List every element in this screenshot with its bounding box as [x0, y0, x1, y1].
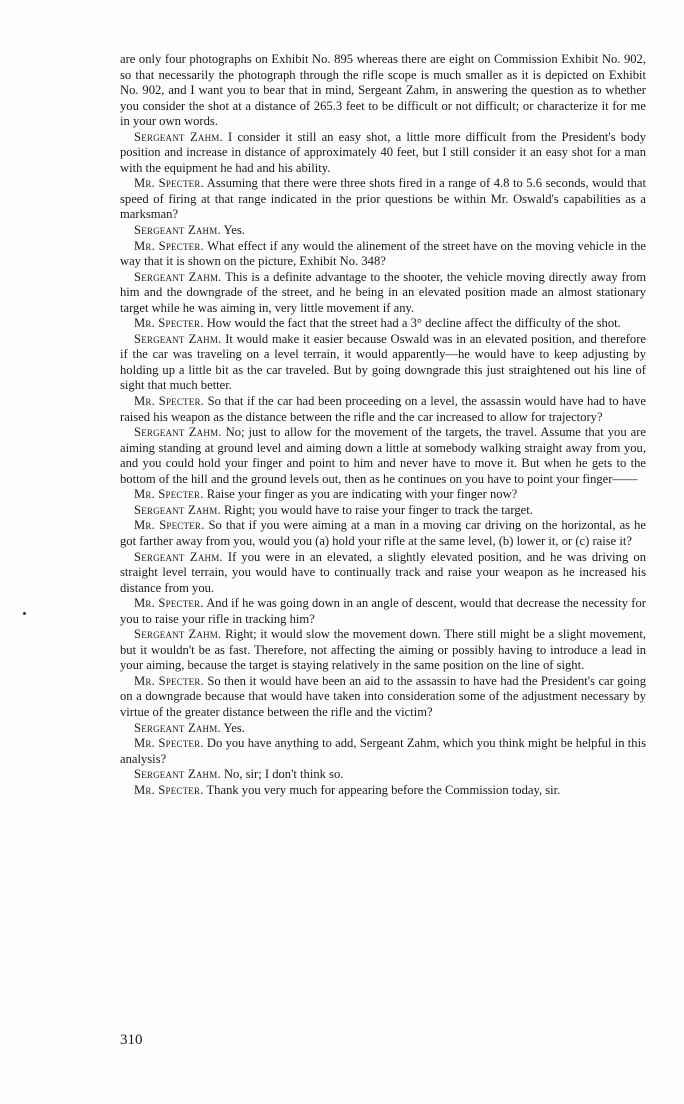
- paragraph-text: This is a definite advantage to the shooter, the vehicle moving directly away from him and the downgrade of the street, and he being in an elevated position made an almost stationary target while he was aiming in, very little movement if any.: [120, 269, 646, 315]
- speaker-name: Mr. Specter.: [134, 316, 204, 331]
- paragraph: [120, 239, 646, 270]
- speaker-name: Mr. Specter.: [134, 518, 205, 533]
- speaker-name: Sergeant Zahm.: [134, 502, 221, 517]
- paragraph: [120, 783, 646, 799]
- paragraph: [120, 223, 646, 239]
- speaker-name: Mr. Specter.: [134, 782, 204, 797]
- paragraph-text: No; just to allow for the movement of the targets, the travel. Assume that you are aiming standing at ground level and aiming down a little at somebody walking straight away from you, and you could hold your finger and point to him and never have to move it. But when he gets to the bottom of the hill and the ground levels out, then as he continues on you have to point your finger——: [120, 425, 646, 486]
- paragraph-text: Right; you would have to raise your finger to track the target.: [220, 502, 533, 517]
- paragraph: [120, 518, 646, 549]
- paragraph: [120, 270, 646, 317]
- margin-mark: [23, 612, 26, 615]
- paragraph-text: If you were in an elevated, a slightly elevated position, and he was driving on straight level terrain, you would have to continually track and raise your weapon as he increased his distance from you.: [120, 549, 646, 595]
- paragraph-text: What effect if any would the alinement of the street have on the moving vehicle in the way that it is shown on the picture, Exhibit No. 348?: [120, 238, 646, 269]
- paragraph: [120, 332, 646, 394]
- paragraph-text: How would the fact that the street had a 3° decline affect the difficulty of the shot.: [203, 316, 621, 331]
- speaker-name: Sergeant Zahm.: [134, 627, 222, 642]
- paragraph: [120, 52, 646, 130]
- paragraph-text: It would make it easier because Oswald was in an elevated position, and therefore if the car was traveling on a level terrain, it would apparently—he would have to keep adjusting by holding up a little bit as the car traveled. But by going downgrade this just straightened out his line of sight that much better.: [120, 331, 646, 393]
- paragraph: [120, 130, 646, 177]
- speaker-name: Sergeant Zahm.: [134, 331, 222, 346]
- paragraph: [120, 767, 646, 783]
- speaker-name: Sergeant Zahm.: [134, 129, 223, 144]
- paragraph-text: Right; it would slow the movement down. There still might be a slight movement, but it wouldn't be as fast. Therefore, not affecting the aiming or possibly having to introduce a lead in your aiming, because the target is staying relatively in the same position on the line of sight.: [120, 627, 646, 673]
- paragraph-text: Thank you very much for appearing before the Commission today, sir.: [203, 782, 561, 797]
- paragraph-text: So that if the car had been proceeding on a level, the assassin would have had to have raised his weapon as the distance between the rifle and the car increased to allow for trajectory?: [120, 394, 646, 424]
- testimony-text: [120, 52, 646, 798]
- speaker-name: Sergeant Zahm.: [134, 767, 221, 782]
- paragraph: [120, 316, 646, 332]
- speaker-name: Sergeant Zahm.: [134, 223, 221, 238]
- speaker-name: Sergeant Zahm.: [134, 425, 222, 440]
- speaker-name: Sergeant Zahm.: [134, 549, 223, 564]
- speaker-name: Mr. Specter.: [134, 596, 204, 611]
- paragraph: [120, 487, 646, 503]
- paragraph-text: are only four photographs on Exhibit No. 895 whereas there are eight on Commission Exhibit No. 902, so that necessarily the photograph through the rifle scope is much smaller as it is depicted on Exhibit No. 902, and I want you to bear that in mind, Sergeant Zahm, in answering the question as to whether you consider the shot at a distance of 265.3 feet to be difficult or not difficult; or characterize it for me in your own words.: [120, 52, 646, 129]
- speaker-name: Mr. Specter.: [134, 673, 204, 688]
- speaker-name: Mr. Specter.: [134, 238, 204, 253]
- paragraph-text: Do you have anything to add, Sergeant Zahm, which you think might be helpful in this analysis?: [120, 736, 646, 766]
- paragraph: [120, 425, 646, 487]
- speaker-name: Mr. Specter.: [134, 736, 204, 751]
- paragraph-text: Assuming that there were three shots fired in a range of 4.8 to 5.6 seconds, would that speed of firing at that range indicated in the prior questions be within Mr. Oswald's capabilities as a marksman?: [120, 176, 646, 222]
- paragraph-text: Yes.: [220, 720, 245, 735]
- page-number: 310: [120, 1032, 143, 1048]
- paragraph-text: I consider it still an easy shot, a little more difficult from the President's body position and increase in distance of approximately 40 feet, but I still consider it an easy shot for a man with the equipment he had and his ability.: [120, 129, 646, 175]
- paragraph-text: No, sir; I don't think so.: [220, 767, 344, 782]
- speaker-name: Sergeant Zahm.: [134, 720, 221, 735]
- speaker-name: Mr. Specter.: [134, 487, 204, 502]
- paragraph: [120, 176, 646, 223]
- paragraph-text: Raise your finger as you are indicating with your finger now?: [203, 487, 518, 502]
- speaker-name: Mr. Specter.: [134, 394, 204, 409]
- paragraph-text: So then it would have been an aid to the assassin to have had the President's car going on a downgrade because that would have taken into consideration some of the adjustment necessary by virtue of the greater distance between the rifle and the victim?: [120, 673, 646, 719]
- paragraph: [120, 674, 646, 721]
- paragraph: [120, 721, 646, 737]
- paragraph-text: Yes.: [220, 223, 245, 238]
- paragraph: [120, 503, 646, 519]
- paragraph: [120, 394, 646, 425]
- paragraph: [120, 550, 646, 597]
- paragraph-text: So that if you were aiming at a man in a moving car driving on the horizontal, as he got farther away from you, would you (a) hold your rifle at the same level, (b) lower it, or (c) raise it?: [120, 518, 646, 548]
- speaker-name: Mr. Specter.: [134, 176, 204, 191]
- speaker-name: Sergeant Zahm.: [134, 269, 222, 284]
- paragraph: [120, 736, 646, 767]
- paragraph: [120, 627, 646, 674]
- paragraph: [120, 596, 646, 627]
- paragraph-text: And if he was going down in an angle of descent, would that decrease the necessity for you to raise your rifle in tracking him?: [120, 596, 646, 626]
